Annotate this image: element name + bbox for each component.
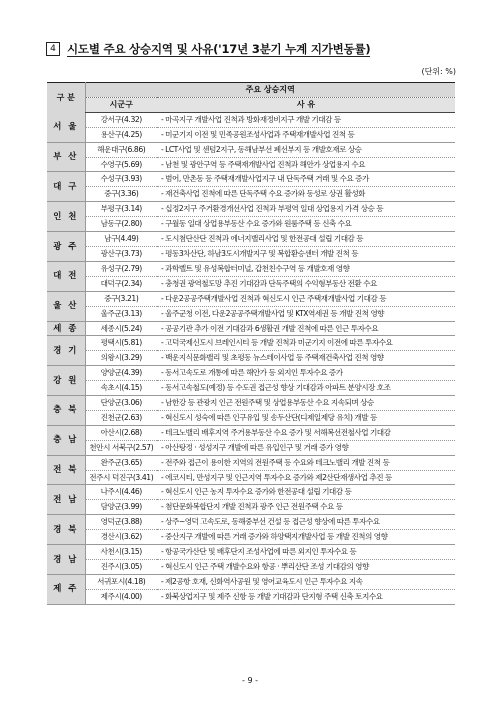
region-cell: 제 주 [47, 574, 85, 604]
table-row [47, 381, 455, 396]
reason-cell: - 고덕국제신도시 브레인시티 등 개발 진척과 미군기지 이전에 따른 투자수요 [157, 336, 455, 351]
reason-cell: - 울주군청 이전, 다운2공공주택개발사업 및 KTX역세권 등 개발 진척 영향 [157, 306, 455, 321]
rising-regions-table [47, 82, 455, 605]
reason-cell: - 전주와 접근이 용이한 지역의 전원주택 등 수요와 테크노밸리 개발 진척 등 [157, 455, 455, 470]
city-cell: 대덕구(2.34) [85, 276, 157, 291]
city-cell: 진천군(2.63) [85, 410, 157, 425]
table-row [47, 261, 455, 276]
table-row [47, 440, 455, 455]
city-cell: 유성구(2.79) [85, 261, 157, 276]
city-cell: 수성구(3.93) [85, 172, 157, 187]
table-row [47, 351, 455, 366]
reason-cell: - 범어, 만촌동 등 주택재개발사업지구 내 단독주택 거래 및 수요 증가 [157, 172, 455, 187]
city-cell: 전주시 덕진구(3.41) [85, 470, 157, 485]
reason-cell: - 에코시티, 만성지구 및 인근지역 투자수요 증가와 제2산단재생사업 추진 등 [157, 470, 455, 485]
reason-cell: - 동서고속도로 개통에 따른 해안가 등 외지인 투자수요 증가 [157, 366, 455, 381]
region-cell: 경 남 [47, 545, 85, 575]
table-row [47, 515, 455, 530]
city-cell: 수영구(5.69) [85, 157, 157, 172]
table-row [47, 142, 455, 157]
reason-cell: - 다운2공공주택개발사업 진척과 혁신도시 인근 주택재개발사업 기대감 등 [157, 291, 455, 306]
city-cell: 나주시(4.46) [85, 485, 157, 500]
reason-cell: - 첨단문화복합단지 개발 진척과 광주 인근 전원주택 수요 등 [157, 500, 455, 515]
city-cell: 광산구(3.73) [85, 246, 157, 261]
table-row [47, 410, 455, 425]
region-cell: 세 종 [47, 321, 85, 336]
city-cell: 의왕시(3.29) [85, 351, 157, 366]
city-cell: 아산시(2.68) [85, 425, 157, 440]
region-cell: 충 북 [47, 396, 85, 426]
reason-cell: - 남한강 등 관광지 인근 전원주택 및 상업용부동산 수요 지속되며 상승 [157, 396, 455, 411]
table-row [47, 246, 455, 261]
reason-cell: - 도시첨단산단 진척과 에너지밸리사업 및 한전공대 설립 기대감 등 [157, 232, 455, 247]
city-cell: 완주군(3.65) [85, 455, 157, 470]
table-row [47, 574, 455, 589]
header-reason: 사 유 [157, 97, 455, 112]
reason-cell: - 아산탕정 · 성성지구 개발에 따른 유입인구 및 거래 증가 영향 [157, 440, 455, 455]
table-row [47, 560, 455, 575]
city-cell: 중구(3.36) [85, 187, 157, 202]
city-cell: 중구(3.21) [85, 291, 157, 306]
city-cell: 단양군(3.06) [85, 396, 157, 411]
table-row [47, 157, 455, 172]
table-row [47, 425, 455, 440]
city-cell: 울주군(3.13) [85, 306, 157, 321]
region-cell: 경 기 [47, 336, 85, 366]
section-title-lead: 시도별 주요 상승지역 및 사유 [67, 42, 214, 56]
reason-cell: - 중산지구 개발에 따른 거래 증가와 하양택지개발사업 등 개발 진척의 영향 [157, 530, 455, 545]
region-cell: 경 북 [47, 515, 85, 545]
region-cell: 충 남 [47, 425, 85, 455]
city-cell: 제주시(4.00) [85, 589, 157, 604]
table-row [47, 589, 455, 604]
region-cell: 광 주 [47, 232, 85, 262]
table-row [47, 306, 455, 321]
table-row [47, 485, 455, 500]
region-cell: 울 산 [47, 291, 85, 321]
table-row [47, 321, 455, 336]
reason-cell: - 혁신도시 인근 주택 개발수요와 항공 · 뿌리산단 조성 기대감의 영향 [157, 560, 455, 575]
section-heading [46, 41, 370, 57]
table-row [47, 232, 455, 247]
reason-cell: - 혁신도시 성숙에 따른 인구유입 및 송두산단(디제일제당 유치) 개발 등 [157, 410, 455, 425]
city-cell: 영덕군(3.88) [85, 515, 157, 530]
city-cell: 담양군(3.99) [85, 500, 157, 515]
reason-cell: - 테크노밸리 배후지역 주거용부동산 수요 증가 및 서해복선전철사업 기대감 [157, 425, 455, 440]
table-row [47, 112, 455, 127]
region-cell: 대 전 [47, 261, 85, 291]
table-row [47, 336, 455, 351]
reason-cell: - 구월동 일대 상업용부동산 수요 증가와 원룸주택 등 신축 수요 [157, 217, 455, 232]
reason-cell: - 공공기관 추가 이전 기대감과 6생활권 개발 진척에 따른 인근 투자수요 [157, 321, 455, 336]
table-row [47, 187, 455, 202]
section-number: 4 [46, 42, 60, 56]
reason-cell: - 충청권 광역철도망 추진 기대감과 단독주택의 수익형부동산 전환 수요 [157, 276, 455, 291]
region-cell: 대 구 [47, 172, 85, 202]
city-cell: 경산시(3.62) [85, 530, 157, 545]
city-cell: 진주시(3.05) [85, 560, 157, 575]
reason-cell: - 제2공항 호재, 신화역사공원 및 영어교육도시 인근 투자수요 지속 [157, 574, 455, 589]
reason-cell: - LCT사업 및 센텀2지구, 동해남부선 폐선부지 등 개발호재로 상승 [157, 142, 455, 157]
city-cell: 남구(4.49) [85, 232, 157, 247]
reason-cell: - 백운지식문화밸리 및 초평동 뉴스테이사업 등 주택재건축사업 진척 영향 [157, 351, 455, 366]
page-number: - 9 - [242, 676, 258, 685]
region-cell: 인 천 [47, 202, 85, 232]
reason-cell: - 남천 및 광안구역 등 주택재개발사업 진척과 해안가 상업용지 수요 [157, 157, 455, 172]
table-row [47, 202, 455, 217]
reason-cell: - 미군기지 이전 및 민족공원조성사업과 주택재개발사업 진척 등 [157, 127, 455, 142]
table-row [47, 172, 455, 187]
reason-cell: - 혁신도시 인근 농지 투자수요 증가와 한전공대 설립 기대감 등 [157, 485, 455, 500]
city-cell: 평택시(5.81) [85, 336, 157, 351]
city-cell: 양양군(4.39) [85, 366, 157, 381]
section-title-paren: ('17년 3분기 누계 지가변동률) [213, 42, 371, 56]
section-title [67, 41, 370, 57]
table-row [47, 500, 455, 515]
reason-cell: - 상주~영덕 고속도로, 동해중부선 건설 등 접근성 향상에 따른 투자수요 [157, 515, 455, 530]
reason-cell: - 평동3차산단, 하남3도시개발지구 및 복합환승센터 개발 진척 등 [157, 246, 455, 261]
city-cell: 부평구(3.14) [85, 202, 157, 217]
city-cell: 서귀포시(4.18) [85, 574, 157, 589]
region-cell: 강 원 [47, 366, 85, 396]
city-cell: 남동구(2.80) [85, 217, 157, 232]
table-row [47, 127, 455, 142]
table-row [47, 470, 455, 485]
city-cell: 천안시 서북구(2.57) [85, 440, 157, 455]
region-cell: 전 남 [47, 485, 85, 515]
header-region: 구 분 [47, 83, 85, 113]
table-row [47, 291, 455, 306]
table-row [47, 276, 455, 291]
region-cell: 부 산 [47, 142, 85, 172]
region-cell: 전 북 [47, 455, 85, 485]
city-cell: 세종시(5.24) [85, 321, 157, 336]
region-cell: 서 울 [47, 112, 85, 142]
table-row [47, 366, 455, 381]
city-cell: 사천시(3.15) [85, 545, 157, 560]
reason-cell: - 동서고속철도(예정) 등 수도권 접근성 향상 기대감과 아파트 분양시장 호조 [157, 381, 455, 396]
table-row [47, 455, 455, 470]
city-cell: 강서구(4.32) [85, 112, 157, 127]
reason-cell: - 마곡지구 개발사업 진척과 방화재정비지구 개발 기대감 등 [157, 112, 455, 127]
table-row [47, 530, 455, 545]
city-cell: 속초시(4.15) [85, 381, 157, 396]
reason-cell: - 십정2지구 주거환경개선사업 진척과 부평역 일대 상업용지 가격 상승 등 [157, 202, 455, 217]
reason-cell: - 화북상업지구 및 제주 신항 등 개발 기대감과 단지형 주택 신축 토지수요 [157, 589, 455, 604]
city-cell: 해운대구(6.86) [85, 142, 157, 157]
city-cell: 용산구(4.25) [85, 127, 157, 142]
table-row [47, 396, 455, 411]
table-body [47, 112, 455, 604]
header-city: 시군구 [85, 97, 157, 112]
reason-cell: - 항공국가산단 및 배후단지 조성사업에 따른 외지인 투자수요 등 [157, 545, 455, 560]
table-row [47, 545, 455, 560]
reason-cell: - 과학벨트 및 유성복합터미널, 갑천친수구역 등 개발호재 영향 [157, 261, 455, 276]
unit-label: (단위: %) [421, 67, 456, 76]
table-row [47, 217, 455, 232]
header-main: 주요 상승지역 [85, 83, 455, 98]
reason-cell: - 재건축사업 진척에 따른 단독주택 수요 증가와 동성로 상권 활성화 [157, 187, 455, 202]
